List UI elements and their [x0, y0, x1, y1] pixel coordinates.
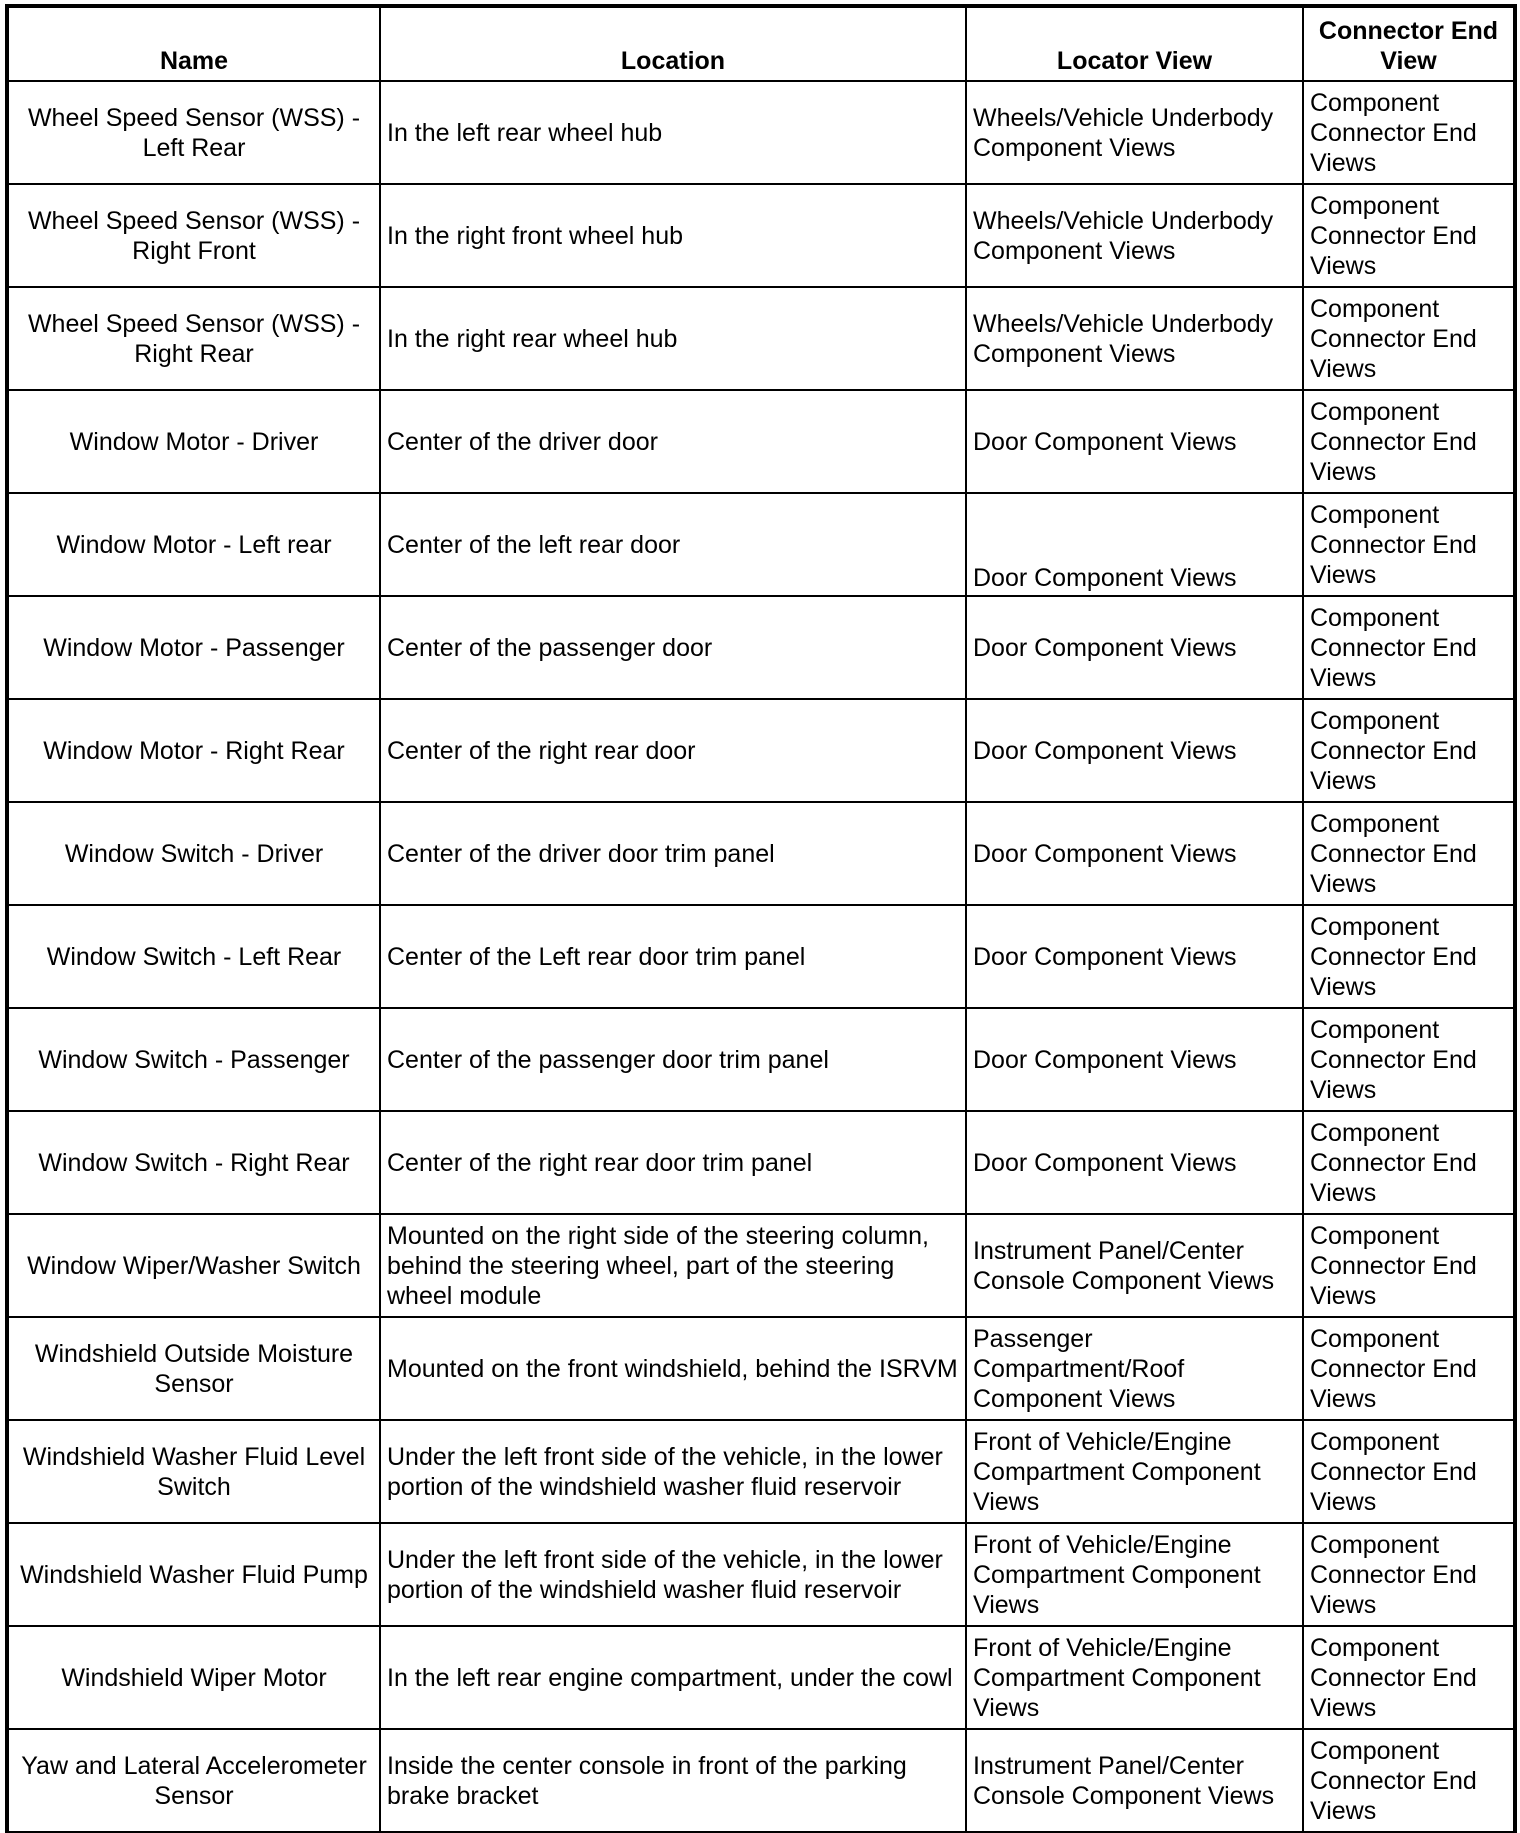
locator-view-cell: Passenger Compartment/Roof Component Views: [966, 1317, 1303, 1420]
location-cell: Center of the right rear door trim panel: [380, 1111, 966, 1214]
table-row: [8, 184, 1514, 287]
name-cell: Window Wiper/Washer Switch: [8, 1214, 380, 1317]
location-cell: Center of the left rear door: [380, 493, 966, 596]
table-row: [8, 1420, 1514, 1523]
name-cell: Window Switch - Driver: [8, 802, 380, 905]
locator-view-cell: Door Component Views: [966, 699, 1303, 802]
table-row: [8, 1317, 1514, 1420]
locator-view-cell: Instrument Panel/Center Console Component Views: [966, 1729, 1303, 1832]
connector-end-view-cell: Component Connector End Views: [1303, 287, 1514, 390]
name-cell: Window Motor - Driver: [8, 390, 380, 493]
locator-view-cell: Door Component Views: [966, 596, 1303, 699]
name-cell: Window Switch - Passenger: [8, 1008, 380, 1111]
name-cell: Wheel Speed Sensor (WSS) - Right Rear: [8, 287, 380, 390]
connector-end-view-cell: Component Connector End Views: [1303, 81, 1514, 184]
locator-view-cell: Door Component Views: [966, 1111, 1303, 1214]
table-row: [8, 81, 1514, 184]
connector-end-view-cell: Component Connector End Views: [1303, 802, 1514, 905]
locator-view-cell: Wheels/Vehicle Underbody Component Views: [966, 184, 1303, 287]
locator-view-cell: Instrument Panel/Center Console Component Views: [966, 1214, 1303, 1317]
connector-end-view-cell: Component Connector End Views: [1303, 1214, 1514, 1317]
header-connector-end-view: Connector End View: [1303, 7, 1514, 81]
location-cell: Center of the passenger door: [380, 596, 966, 699]
location-cell: In the left rear wheel hub: [380, 81, 966, 184]
locator-view-cell: Door Component Views: [966, 905, 1303, 1008]
location-cell: Center of the driver door: [380, 390, 966, 493]
connector-end-view-cell: Component Connector End Views: [1303, 1111, 1514, 1214]
location-cell: Center of the right rear door: [380, 699, 966, 802]
connector-end-view-cell: Component Connector End Views: [1303, 596, 1514, 699]
location-cell: Center of the passenger door trim panel: [380, 1008, 966, 1111]
name-cell: Window Motor - Left rear: [8, 493, 380, 596]
header-row: [8, 7, 1514, 81]
connector-end-view-cell: Component Connector End Views: [1303, 493, 1514, 596]
location-cell: Center of the Left rear door trim panel: [380, 905, 966, 1008]
connector-end-view-cell: Component Connector End Views: [1303, 1626, 1514, 1729]
name-cell: Windshield Wiper Motor: [8, 1626, 380, 1729]
table-row: [8, 596, 1514, 699]
locator-view-cell: Door Component Views: [966, 493, 1303, 596]
location-cell: Mounted on the front windshield, behind the ISRVM: [380, 1317, 966, 1420]
connector-end-view-cell: Component Connector End Views: [1303, 1420, 1514, 1523]
table-row: [8, 1008, 1514, 1111]
locator-view-cell: Wheels/Vehicle Underbody Component Views: [966, 287, 1303, 390]
table-row: [8, 1214, 1514, 1317]
location-cell: In the right front wheel hub: [380, 184, 966, 287]
name-cell: Window Switch - Left Rear: [8, 905, 380, 1008]
locator-view-cell: Door Component Views: [966, 802, 1303, 905]
locator-view-cell: Door Component Views: [966, 390, 1303, 493]
name-cell: Wheel Speed Sensor (WSS) - Left Rear: [8, 81, 380, 184]
table-row: [8, 1111, 1514, 1214]
table-row: [8, 493, 1514, 596]
connector-end-view-cell: Component Connector End Views: [1303, 1317, 1514, 1420]
name-cell: Wheel Speed Sensor (WSS) - Right Front: [8, 184, 380, 287]
name-cell: Windshield Outside Moisture Sensor: [8, 1317, 380, 1420]
location-cell: Under the left front side of the vehicle, in the lower portion of the windshield washer fluid reservoir: [380, 1523, 966, 1626]
connector-end-view-cell: Component Connector End Views: [1303, 1729, 1514, 1832]
connector-end-view-cell: Component Connector End Views: [1303, 390, 1514, 493]
header-location: Location: [380, 7, 966, 81]
table-row: [8, 1626, 1514, 1729]
table-row: [8, 390, 1514, 493]
header-name: Name: [8, 7, 380, 81]
locator-view-cell: Front of Vehicle/Engine Compartment Component Views: [966, 1626, 1303, 1729]
table-row: [8, 699, 1514, 802]
location-cell: In the left rear engine compartment, under the cowl: [380, 1626, 966, 1729]
table-row: [8, 1729, 1514, 1832]
header-locator-view: Locator View: [966, 7, 1303, 81]
name-cell: Window Motor - Right Rear: [8, 699, 380, 802]
name-cell: Windshield Washer Fluid Pump: [8, 1523, 380, 1626]
connector-end-view-cell: Component Connector End Views: [1303, 905, 1514, 1008]
component-locator-table: [7, 6, 1515, 1833]
connector-end-view-cell: Component Connector End Views: [1303, 699, 1514, 802]
locator-view-cell: Wheels/Vehicle Underbody Component Views: [966, 81, 1303, 184]
table-row: [8, 287, 1514, 390]
connector-end-view-cell: Component Connector End Views: [1303, 1008, 1514, 1111]
locator-view-cell: Front of Vehicle/Engine Compartment Component Views: [966, 1420, 1303, 1523]
location-cell: In the right rear wheel hub: [380, 287, 966, 390]
locator-view-cell: Door Component Views: [966, 1008, 1303, 1111]
table-row: [8, 1523, 1514, 1626]
name-cell: Yaw and Lateral Accelerometer Sensor: [8, 1729, 380, 1832]
table-row: [8, 802, 1514, 905]
location-cell: Mounted on the right side of the steering column, behind the steering wheel, part of the steering wheel module: [380, 1214, 966, 1317]
connector-end-view-cell: Component Connector End Views: [1303, 184, 1514, 287]
name-cell: Window Motor - Passenger: [8, 596, 380, 699]
table-row: [8, 905, 1514, 1008]
locator-view-cell: Front of Vehicle/Engine Compartment Component Views: [966, 1523, 1303, 1626]
location-cell: Inside the center console in front of the parking brake bracket: [380, 1729, 966, 1832]
name-cell: Window Switch - Right Rear: [8, 1111, 380, 1214]
name-cell: Windshield Washer Fluid Level Switch: [8, 1420, 380, 1523]
connector-end-view-cell: Component Connector End Views: [1303, 1523, 1514, 1626]
location-cell: Center of the driver door trim panel: [380, 802, 966, 905]
location-cell: Under the left front side of the vehicle, in the lower portion of the windshield washer fluid reservoir: [380, 1420, 966, 1523]
